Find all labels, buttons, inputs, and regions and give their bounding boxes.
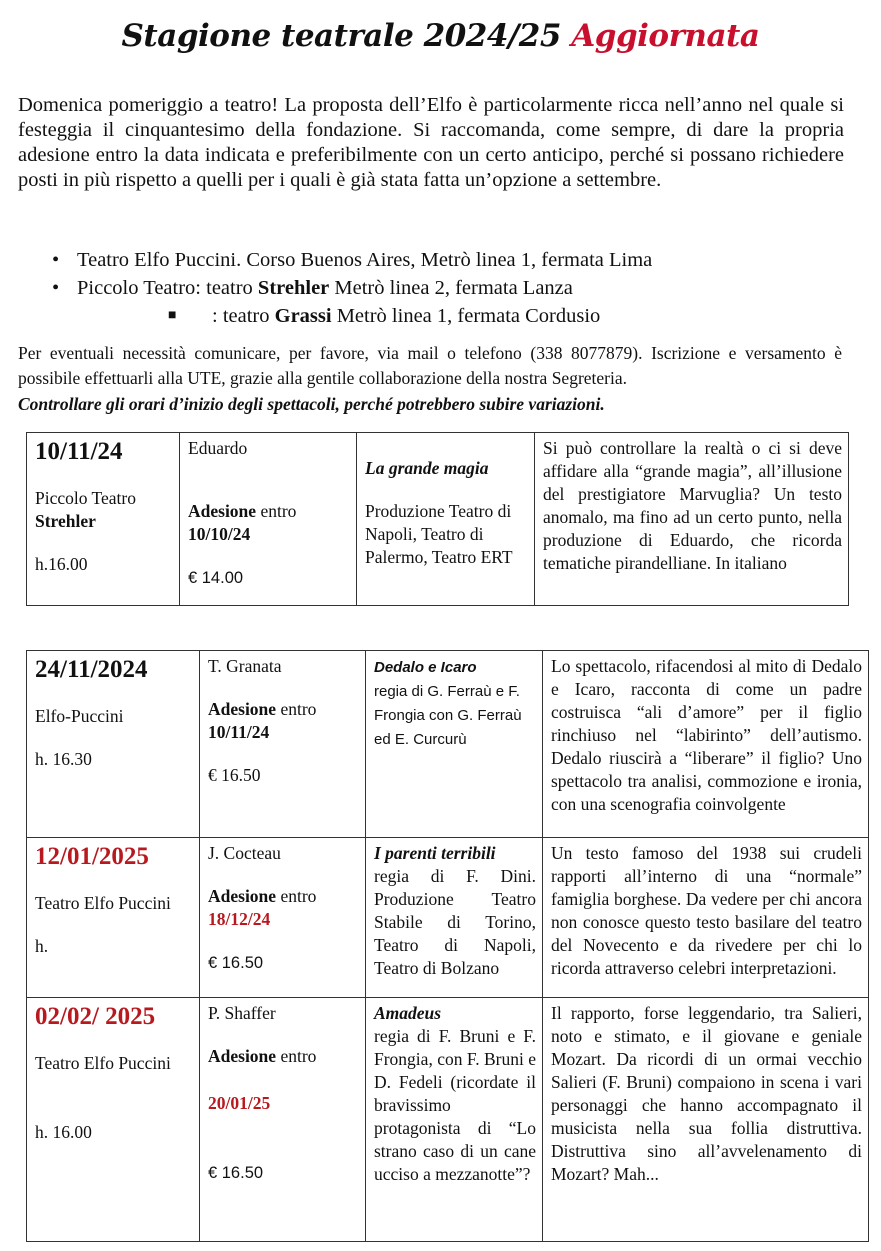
event-venue: Piccolo Teatro [35,488,136,508]
event-venue: Teatro Elfo Puccini [35,893,171,913]
venue-item-elfo: • Teatro Elfo Puccini. Corso Buenos Aires, Metrò linea 1, fermata Lima [52,246,652,274]
table-row [27,838,869,998]
event-deadline: 10/11/24 [208,722,270,742]
event-show-cell [357,433,535,606]
event-author-cell: P. Shaffer Adesione entro 20/01/25 € 16.50 [200,998,366,1242]
event-description: Il rapporto, forse leggendario, tra Salieri, noto e stimato, e il giovane e geniale Mozart. Da ricordi di un ormai vecchio Salieri (F. Bruni) compaiono in scena i vari personaggi che hanno accompagnato il musicista nella sua follia distruttiva. Distruttiva sino all’avvelenamento di Mozart? Mah... [543,998,869,1242]
event-author: Eduardo [188,438,248,458]
event-deadline: 10/10/24 [188,524,251,544]
schedule-warning: Controllare gli orari d’inizio degli spettacoli, perché potrebbero subire variazioni. [18,394,605,414]
event-price: € 16.50 [208,1164,264,1182]
contact-notice: Per eventuali necessità comunicare, per favore, via mail o telefono (338 8077879). Iscrizione e versamento è possibile effettuarli alla UTE, grazie alla gentile collaborazione della nostra Segreteria. [18,343,842,388]
venue-item-grassi: ■ : teatro Grassi Metrò linea 1, fermata Cordusio [52,302,652,330]
event-author-cell: Eduardo Adesione entro 10/10/24 € 14.00 [180,433,357,606]
intro-paragraph: Domenica pomeriggio a teatro! La proposta dell’Elfo è particolarmente ricca nell’anno nel quale si festeggia il cinquantesimo della fondazione. Si raccomanda, come sempre, di dare la propria adesione entro la data indicata e preferibilmente con un certo anticipo, perché si possano richiedere posti in più rispetto a quelli per i quali è già stata fatta un’opzione a settembre. [18,94,844,191]
event-author: P. Shaffer [208,1003,276,1023]
event-time: h. 16.00 [35,1122,92,1142]
event-price: € 14.00 [188,569,244,587]
event-show-title: Amadeus [374,1003,442,1023]
event-date-venue-cell [27,838,200,998]
event-author: J. Cocteau [208,843,281,863]
event-deadline: 18/12/24 [208,909,271,929]
event-description: Un testo famoso del 1938 sui crudeli rapporti all’interno di una “normale” famiglia borghese. Da vedere per chi ancora non conosce questo testo basilare del teatro del Novecento e da rivedere per chi lo ricorda attraverso celebri interpretazioni. [543,838,869,998]
venue-list [52,246,652,330]
event-production: regia di G. Ferraù e F. Frongia con G. Ferraù ed E. Curcurù [374,683,522,748]
event-date-venue-cell [27,998,200,1242]
event-time: h. 16.30 [35,749,92,769]
event-description: Si può controllare la realtà o ci si deve affidare alla “grande magia”, all’illusione del prestigiatore Marvuglia? Un testo anomalo, ma fino ad un certo punto, nella produzione di Eduardo, che ricorda tematiche pirandelliane. In italiano [535,433,849,606]
event-show-cell [366,838,543,998]
venue-item-strehler: • Piccolo Teatro: teatro Strehler Metrò linea 2, fermata Lanza [52,274,652,302]
table-row [27,651,869,838]
event-venue: Teatro Elfo Puccini [35,1053,171,1073]
event-venue-bold: Strehler [35,511,96,531]
event-date: 12/01/2025 [35,843,149,870]
event-production: regia di F. Dini. Produzione Teatro Stabile di Torino, Teatro di Napoli, Teatro di Bolzano [374,866,536,978]
event-show-title: I parenti terribili [374,843,496,863]
event-show-title: Dedalo e Icaro [374,659,477,676]
event-show-cell [366,651,543,838]
event-author-cell: T. Granata Adesione entro 10/11/24 € 16.50 [200,651,366,838]
event-production: regia di F. Bruni e F. Frongia, con F. Bruni e D. Fedeli (ricordate il bravissimo protagonista di “Lo strano caso di un cane ucciso a mezzanotte”? [374,1026,536,1184]
page-title [0,18,881,54]
event-description: Lo spettacolo, rifacendosi al mito di Dedalo e Icaro, racconta di come un padre costruisca “ali d’amore” per il figlio rinchiuso nel “labirinto” dell’autismo. Dedalo riuscirà a “liberare” il figlio? Uno spettacolo tra analisi, commozione e ironia, con una scenografia coinvolgente [543,651,869,838]
bullet-icon: • [52,249,60,271]
event-date: 02/02/ 2025 [35,1003,156,1030]
event-date: 24/11/2024 [35,656,148,683]
event-author: T. Granata [208,656,282,676]
event-time: h.16.00 [35,554,88,574]
event-date: 10/11/24 [35,438,123,465]
event-table-2 [26,650,869,1242]
event-date-venue-cell [27,433,180,606]
title-main: Stagione teatrale 2024/25 [121,18,561,54]
event-author-cell: J. Cocteau Adesione entro 18/12/24 € 16.50 [200,838,366,998]
square-bullet-icon: ■ [168,308,177,323]
event-production: Produzione Teatro di Napoli, Teatro di Palermo, Teatro ERT [365,501,513,567]
event-table-1 [26,432,849,606]
event-date-venue-cell [27,651,200,838]
table-row [27,433,849,606]
table-row [27,998,869,1242]
event-price: € 16.50 [208,954,264,972]
event-time: h. [35,936,49,956]
event-show-cell [366,998,543,1242]
bullet-icon: • [52,277,60,299]
title-updated-tag: Aggiornata [571,18,760,54]
event-venue: Elfo-Puccini [35,706,124,726]
event-deadline: 20/01/25 [208,1093,271,1113]
event-price: € 16.50 [208,765,261,785]
event-show-title: La grande magia [365,458,489,478]
